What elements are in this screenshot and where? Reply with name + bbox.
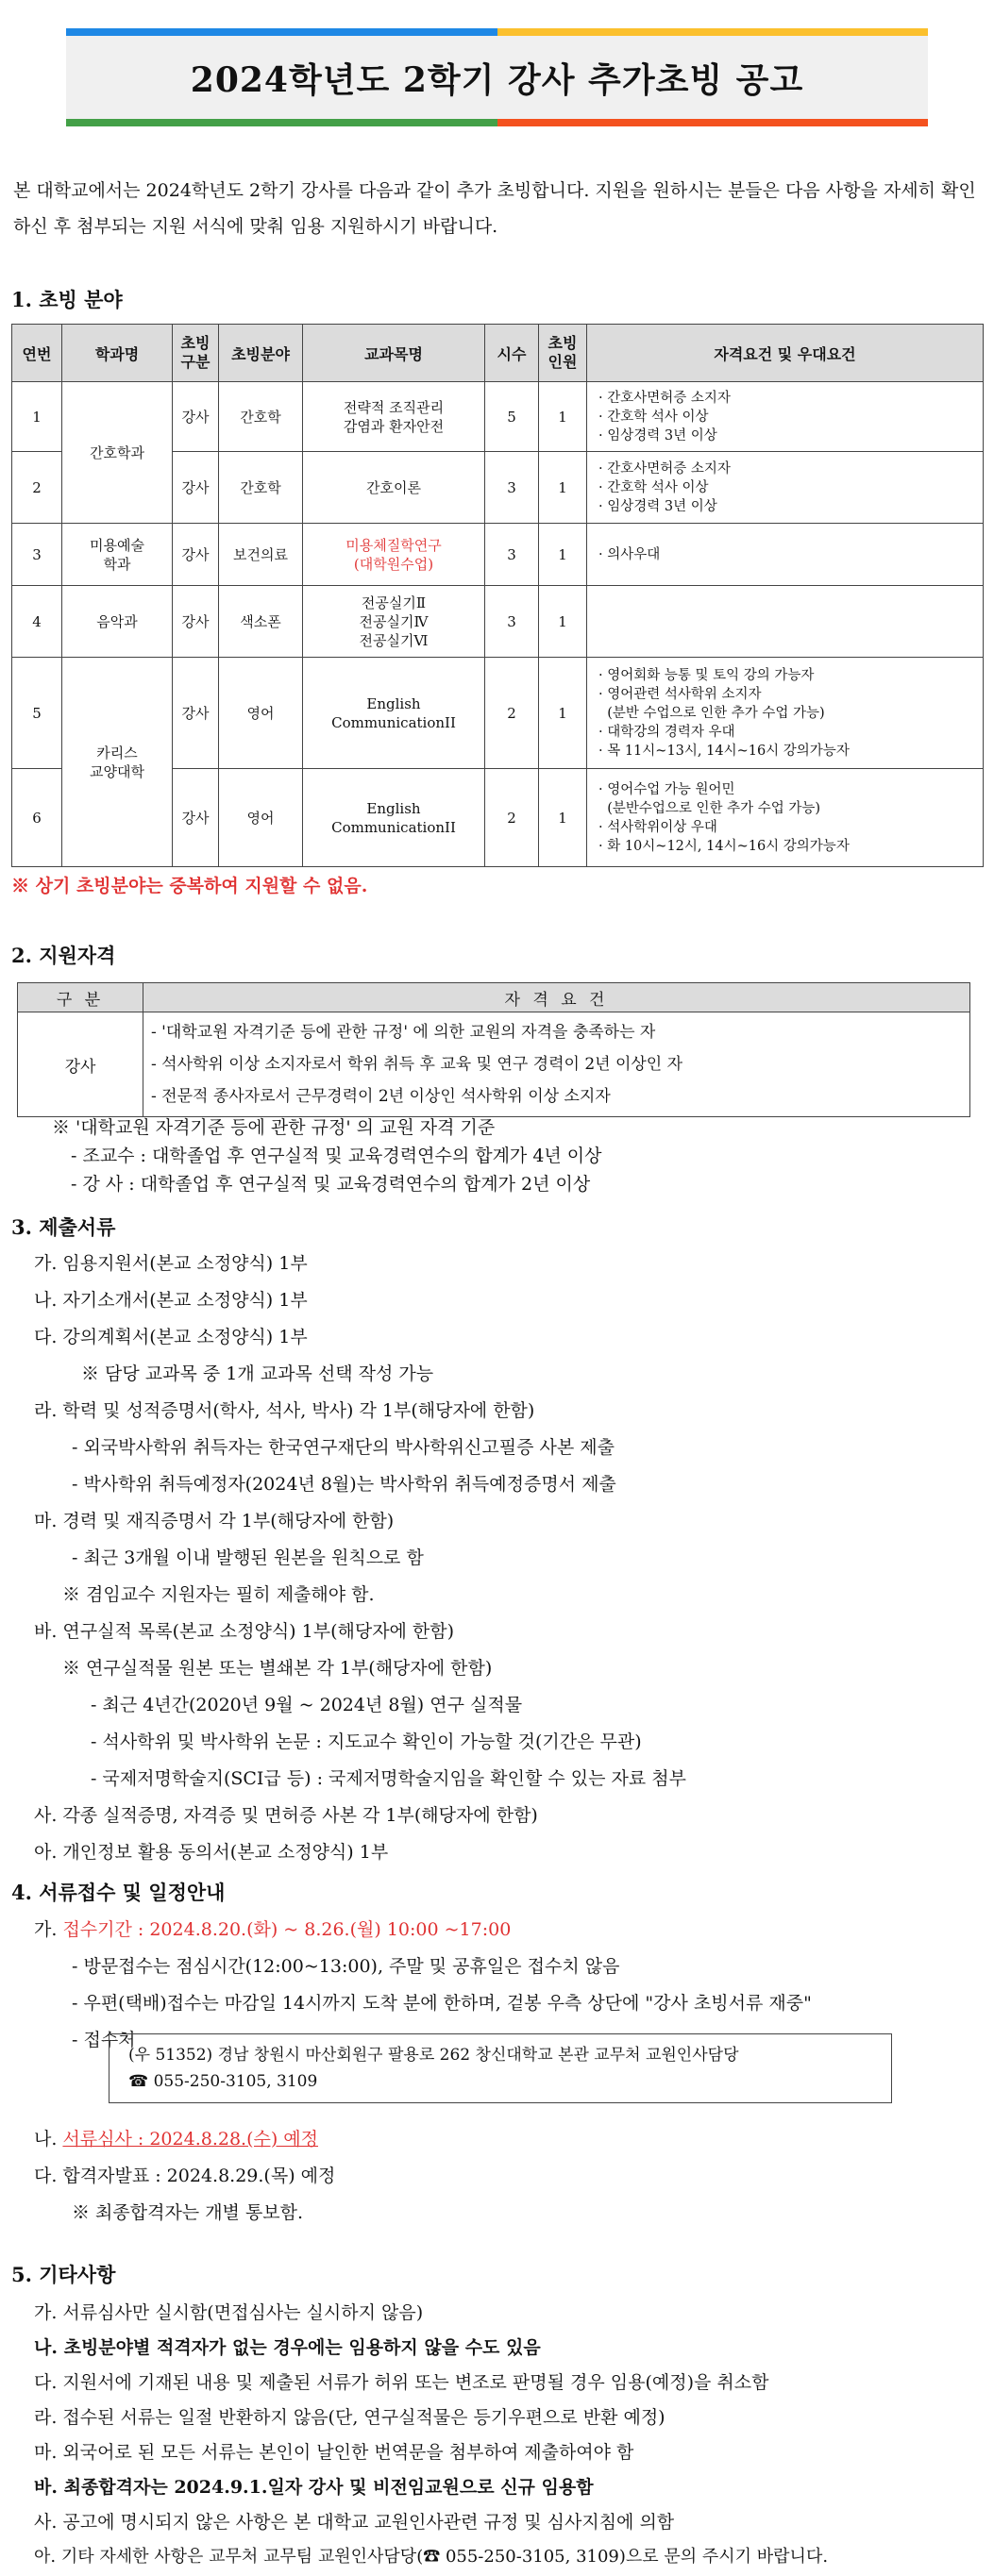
screening-date: 나. 서류심사 : 2024.8.28.(수) 예정 bbox=[34, 2129, 318, 2149]
qual-line: - '대학교원 자격기준 등에 관한 규정' 에 의한 교원의 자격을 충족하는 자 bbox=[151, 1023, 656, 1042]
qual-line: - 전문적 종사자로서 근무경력이 2년 이상인 석사학위 이상 소지자 bbox=[151, 1087, 611, 1106]
table-row: 2 강사 간호학 간호이론 3 1 · 간호사면허증 소지자 · 간호학 석사 이상 · 임상경력 3년 이상 bbox=[12, 452, 984, 524]
list-item: ※ 담당 교과목 중 1개 교과목 선택 작성 가능 bbox=[81, 1363, 434, 1384]
category-cell: 강사 bbox=[18, 1012, 143, 1117]
table-row: 1 간호학과 강사 간호학 전략적 조직관리 감염과 환자안전 5 1 · 간호사면허증 소지자 · 간호학 석사 이상 · 임상경력 3년 이상 bbox=[12, 382, 984, 452]
table-row: 3 미용예술 학과 강사 보건의료 미용체질학연구 (대학원수업) 3 1 · 의사우대 bbox=[12, 524, 984, 586]
section3-heading: 3. 제출서류 bbox=[11, 1215, 116, 1239]
list-item: 나. 초빙분야별 적격자가 없는 경우에는 임용하지 않을 수도 있음 bbox=[34, 2337, 541, 2358]
list-item: - 우편(택배)접수는 마감일 14시까지 도착 분에 한하며, 겉봉 우측 상단에 "강사 초빙서류 재중" bbox=[72, 1993, 812, 2014]
th-field: 초빙분야 bbox=[219, 325, 303, 382]
section2-heading: 2. 지원자격 bbox=[11, 944, 116, 967]
qualification-cell bbox=[143, 1012, 970, 1117]
list-item: - 박사학위 취득예정자(2024년 8월)는 박사학위 취득예정증명서 제출 bbox=[72, 1474, 616, 1495]
list-item: 아. 개인정보 활용 동의서(본교 소정양식) 1부 bbox=[34, 1842, 389, 1863]
list-item: - 최근 3개월 이내 발행된 원본을 원칙으로 함 bbox=[72, 1547, 424, 1568]
th-hours: 시수 bbox=[485, 325, 539, 382]
th-category: 구 분 bbox=[18, 983, 143, 1012]
th-requirements: 자격요건 및 우대요건 bbox=[587, 325, 984, 382]
list-item: 마. 외국어로 된 모든 서류는 본인이 날인한 번역문을 첨부하여 제출하여야 함 bbox=[34, 2442, 634, 2463]
list-item: 라. 접수된 서류는 일절 반환하지 않음(단, 연구실적물은 등기우편으로 반환 예정) bbox=[34, 2407, 665, 2428]
dept-cell: 카리스 교양대학 bbox=[62, 658, 173, 867]
list-item: ※ 겸임교수 지원자는 필히 제출해야 함. bbox=[62, 1584, 375, 1605]
announcement-date: 다. 합격자발표 : 2024.8.29.(목) 예정 bbox=[34, 2166, 336, 2186]
list-item: 아. 기타 자세한 사항은 교무처 교무팀 교원인사담당(☎ 055-250-3105, 3109)으로 문의 주시기 바랍니다. bbox=[34, 2547, 829, 2567]
list-item: 사. 공고에 명시되지 않은 사항은 본 대학교 교원인사관련 규정 및 심사지침에 의함 bbox=[34, 2512, 675, 2533]
list-item: - 최근 4년간(2020년 9월 ~ 2024년 8월) 연구 실적물 bbox=[91, 1695, 523, 1715]
list-item: 라. 학력 및 성적증명서(학사, 석사, 박사) 각 1부(해당자에 한함) bbox=[34, 1400, 535, 1421]
list-item: 다. 강의계획서(본교 소정양식) 1부 bbox=[34, 1327, 308, 1347]
bar-segment-yellow bbox=[497, 28, 929, 36]
table-row: 4 음악과 강사 색소폰 전공실기Ⅱ 전공실기Ⅳ 전공실기Ⅵ 3 1 bbox=[12, 586, 984, 658]
list-item: - 국제저명학술지(SCI급 등) : 국제저명학술지임을 확인할 수 있는 자료 첨부 bbox=[91, 1768, 686, 1789]
title-bottom-bar bbox=[66, 119, 928, 126]
list-item: - 외국박사학위 취득자는 한국연구재단의 박사학위신고필증 사본 제출 bbox=[72, 1437, 615, 1458]
list-item: - 방문접수는 점심시간(12:00~13:00), 주말 및 공휴일은 접수치 않음 bbox=[72, 1956, 620, 1977]
table-row: 6 강사 영어 English CommunicationII 2 1 · 영어수업 가능 원어민 (분반수업으로 인한 추가 수업 가능) · 석사학위이상 우대 · 화 10시~12시, 14시~16시 강의가능자 bbox=[12, 769, 984, 867]
intro-paragraph: 본 대학교에서는 2024학년도 2학기 강사를 다음과 같이 추가 초빙합니다. 지원을 원하시는 분들은 다음 사항을 자세히 확인하신 후 첨부되는 지원 서식에 맞춰 임용 지원하시기 바랍니다. bbox=[13, 180, 976, 237]
list-item: 바. 연구실적 목록(본교 소정양식) 1부(해당자에 한함) bbox=[34, 1621, 455, 1642]
phone-text: ☎ 055-250-3105, 3109 bbox=[128, 2072, 318, 2091]
final-note: ※ 최종합격자는 개별 통보함. bbox=[72, 2202, 304, 2223]
bar-segment-orange bbox=[497, 119, 929, 126]
th-count: 초빙 인원 bbox=[539, 325, 587, 382]
list-item: 가. 서류심사만 실시함(면접심사는 실시하지 않음) bbox=[34, 2302, 424, 2323]
section5-heading: 5. 기타사항 bbox=[11, 2263, 116, 2286]
address-text: (우 51352) 경남 창원시 마산회원구 팔용로 262 창신대학교 본관 교무처 교원인사담당 bbox=[128, 2046, 739, 2065]
th-course: 교과목명 bbox=[303, 325, 485, 382]
address-box bbox=[109, 2033, 892, 2103]
th-no: 연번 bbox=[12, 325, 62, 382]
section1-heading: 1. 초빙 분야 bbox=[11, 288, 123, 311]
dept-cell: 간호학과 bbox=[62, 382, 173, 524]
th-type: 초빙 구분 bbox=[173, 325, 219, 382]
section4-heading: 4. 서류접수 및 일정안내 bbox=[11, 1881, 226, 1904]
qual-line: - 석사학위 이상 소지자로서 학위 취득 후 교육 및 연구 경력이 2년 이상인 자 bbox=[151, 1055, 683, 1074]
list-item: 바. 최종합격자는 2024.9.1.일자 강사 및 비전임교원으로 신규 임용함 bbox=[34, 2477, 594, 2498]
table-row: 5 카리스 교양대학 강사 영어 English CommunicationII 2 1 · 영어회화 능통 및 토익 강의 가능자 · 영어관련 석사학위 소지자 (분반 수업으로 인한 추가 수업 가능) · 대학강의 경력자 우대 · 목 11시~13시, 14시~16시 강의가능자 bbox=[12, 658, 984, 769]
title-top-bar bbox=[66, 28, 928, 36]
title-box bbox=[66, 28, 928, 126]
bar-segment-green bbox=[66, 119, 497, 126]
list-item: - 접수처 bbox=[72, 2030, 136, 2050]
bar-segment-blue bbox=[66, 28, 497, 36]
list-item: 가. 임용지원서(본교 소정양식) 1부 bbox=[34, 1253, 308, 1274]
list-item: 나. 자기소개서(본교 소정양식) 1부 bbox=[34, 1290, 308, 1311]
th-qualification: 자 격 요 건 bbox=[143, 983, 970, 1012]
list-item: 마. 경력 및 재직증명서 각 1부(해당자에 한함) bbox=[34, 1511, 395, 1531]
list-item: 사. 각종 실적증명, 자격증 및 면허증 사본 각 1부(해당자에 한함) bbox=[34, 1805, 538, 1826]
announcement-page: 2024학년도 2학기 강사 추가초빙 공고 본 대학교에서는 2024학년도 2학기 강사를 다음과 같이 추가 초빙합니다. 지원을 원하시는 분들은 다음 사항을 자세히 확인하신 후 첨부되는 지원 서식에 맞춰 임용 지원하시기 바랍니다. 1. 초빙 분야 연번 학과명 초빙 구분 초빙분야 교과목명 시수 초빙 인원 자격요건 및 우대요건 1 간호학과 강사 간호학 전략적 조직관리 감염과 환자안전 5 1 · 간호사면허증 소지자 · 간호학 석사 이상 · 임상경력 3년 이상 2 강사 간호학 간호이론 3 1 · 간호사면허증 소지자 · 간호학 석사 이상 · 임상경력 3년 이상 3 미용예술 학과 강사 보건의료 미용체질학연구 (대학원수업) 3 1 · 의사우대 4 음악과 강사 색소폰 전공실기Ⅱ 전공실기Ⅳ 전공실기Ⅵ 3 1 5 카리스 교양대학 강사 영어 English CommunicationII 2 1 · 영어회화 능통 및 토익 강의 가능자 · 영어관련 석사학위 소지자 (분반 수업으로 인한 추가 수업 가능) · 대학강의 경력자 우대 · 목 11시~13시, 14시~16시 강의가능자 6 강사 영어 English CommunicationII 2 1 · 영어수업 가능 원어민 (분반수업으로 인한 추가 수업 가능) · 석사학위이상 우대 · 화 10시~12시, 14시~16시 강의가능자 ※ 상기 초빙분야는 중복하여 지원할 수 없음. 2. 지원자격 구 분 자 격 요 건 강사 - '대학교원 자격기준 등에 관한 규정' 에 의한 교원의 자격을 충족하는 자 - 석사학위 이상 소지자로서 학위 취득 후 교육 및 연구 경력이 2년 이상인 자 - 전문적 종사자로서 근무경력이 2년 이상인 석사학위 이상 소지자 ※ '대학교원 자격기준 등에 관한 규정' 의 교원 자격 기준 - 조교수 : 대학졸업 후 연구실적 및 교육경력연수의 합계가 4년 이상 - 강 사 : 대학졸업 후 연구실적 및 교육경력연수의 합계가 2년 이상 3. 제출서류 가. 임용지원서(본교 소정양식) 1부 나. 자기소개서(본교 소정양식) 1부 다. 강의계획서(본교 소정양식) 1부 ※ 담당 교과목 중 1개 교과목 선택 작성 가능 라. 학력 및 성적증명서(학사, 석사, 박사) 각 1부(해당자에 한함) - 외국박사학위 취득자는 한국연구재단의 박사학위신고필증 사본 제출 - 박사학위 취득예정자(2024년 8월)는 박사학위 취득예정증명서 제출 마. 경력 및 재직증명서 각 1부(해당자에 한함) - 최근 3개월 이내 발행된 원본을 원칙으로 함 ※ 겸임교수 지원자는 필히 제출해야 함. 바. 연구실적 목록(본교 소정양식) 1부(해당자에 한함) ※ 연구실적물 원본 또는 별쇄본 각 1부(해당자에 한함) - 최근 4년간(2020년 9월 ~ 2024년 8월) 연구 실적물 - 석사학위 및 박사학위 논문 : 지도교수 확인이 가능할 것(기간은 무관) - 국제저명학술지(SCI급 등) : 국제저명학술지임을 확인할 수 있는 자료 첨부 사. 각종 실적증명, 자격증 및 면허증 사본 각 1부(해당자에 한함) 아. 개인정보 활용 동의서(본교 소정양식) 1부 4. 서류접수 및 일정안내 가. 접수기간 : 2024.8.20.(화) ~ 8.26.(월) 10:00 ~17:00 - 방문접수는 점심시간(12:00~13:00), 주말 및 공휴일은 접수치 않음 - 우편(택배)접수는 마감일 14시까지 도착 분에 한하며, 겉봉 우측 상단에 "강사 초빙서류 재중" - 접수처 (우 51352) 경남 창원시 마산회원구 팔용로 262 창신대학교 본관 교무처 교원인사담당 ☎ 055-250-3105, 3109 나. 서류심사 : 2024.8.28.(수) 예정 다. 합격자발표 : 2024.8.29.(목) 예정 ※ 최종합격자는 개별 통보함. 5. 기타사항 가. 서류심사만 실시함(면접심사는 실시하지 않음) 나. 초빙분야별 적격자가 없는 경우에는 임용하지 않을 수도 있음 다. 지원서에 기재된 내용 및 제출된 서류가 허위 또는 변조로 판명될 경우 임용(예정)을 취소함 라. 접수된 서류는 일절 반환하지 않음(단, 연구실적물은 등기우편으로 반환 예정) 마. 외국어로 된 모든 서류는 본인이 날인한 번역문을 첨부하여 제출하여야 함 바. 최종합격자는 2024.9.1.일자 강사 및 비전임교원으로 신규 임용함 사. 공고에 명시되지 않은 사항은 본 대학교 교원인사관련 규정 및 심사지침에 의함 아. 기타 자세한 사항은 교무처 교무팀 교원인사담당(☎ 055-250-3105, 3109)으로 문의 주시기 바랍니다. bbox=[0, 0, 994, 2576]
page-title: 2024학년도 2학기 강사 추가초빙 공고 bbox=[66, 36, 928, 119]
duplicate-note: ※ 상기 초빙분야는 중복하여 지원할 수 없음. bbox=[11, 876, 368, 896]
reception-period: 가. 접수기간 : 2024.8.20.(화) ~ 8.26.(월) 10:00 ~17:00 bbox=[34, 1919, 512, 1940]
th-dept: 학과명 bbox=[62, 325, 173, 382]
list-item: 다. 지원서에 기재된 내용 및 제출된 서류가 허위 또는 변조로 판명될 경우 임용(예정)을 취소함 bbox=[34, 2372, 769, 2393]
recruitment-table bbox=[11, 324, 984, 867]
list-item: ※ 연구실적물 원본 또는 별쇄본 각 1부(해당자에 한함) bbox=[62, 1658, 493, 1679]
list-item: - 석사학위 및 박사학위 논문 : 지도교수 확인이 가능할 것(기간은 무관) bbox=[91, 1731, 642, 1752]
qualification-table bbox=[17, 982, 970, 1117]
